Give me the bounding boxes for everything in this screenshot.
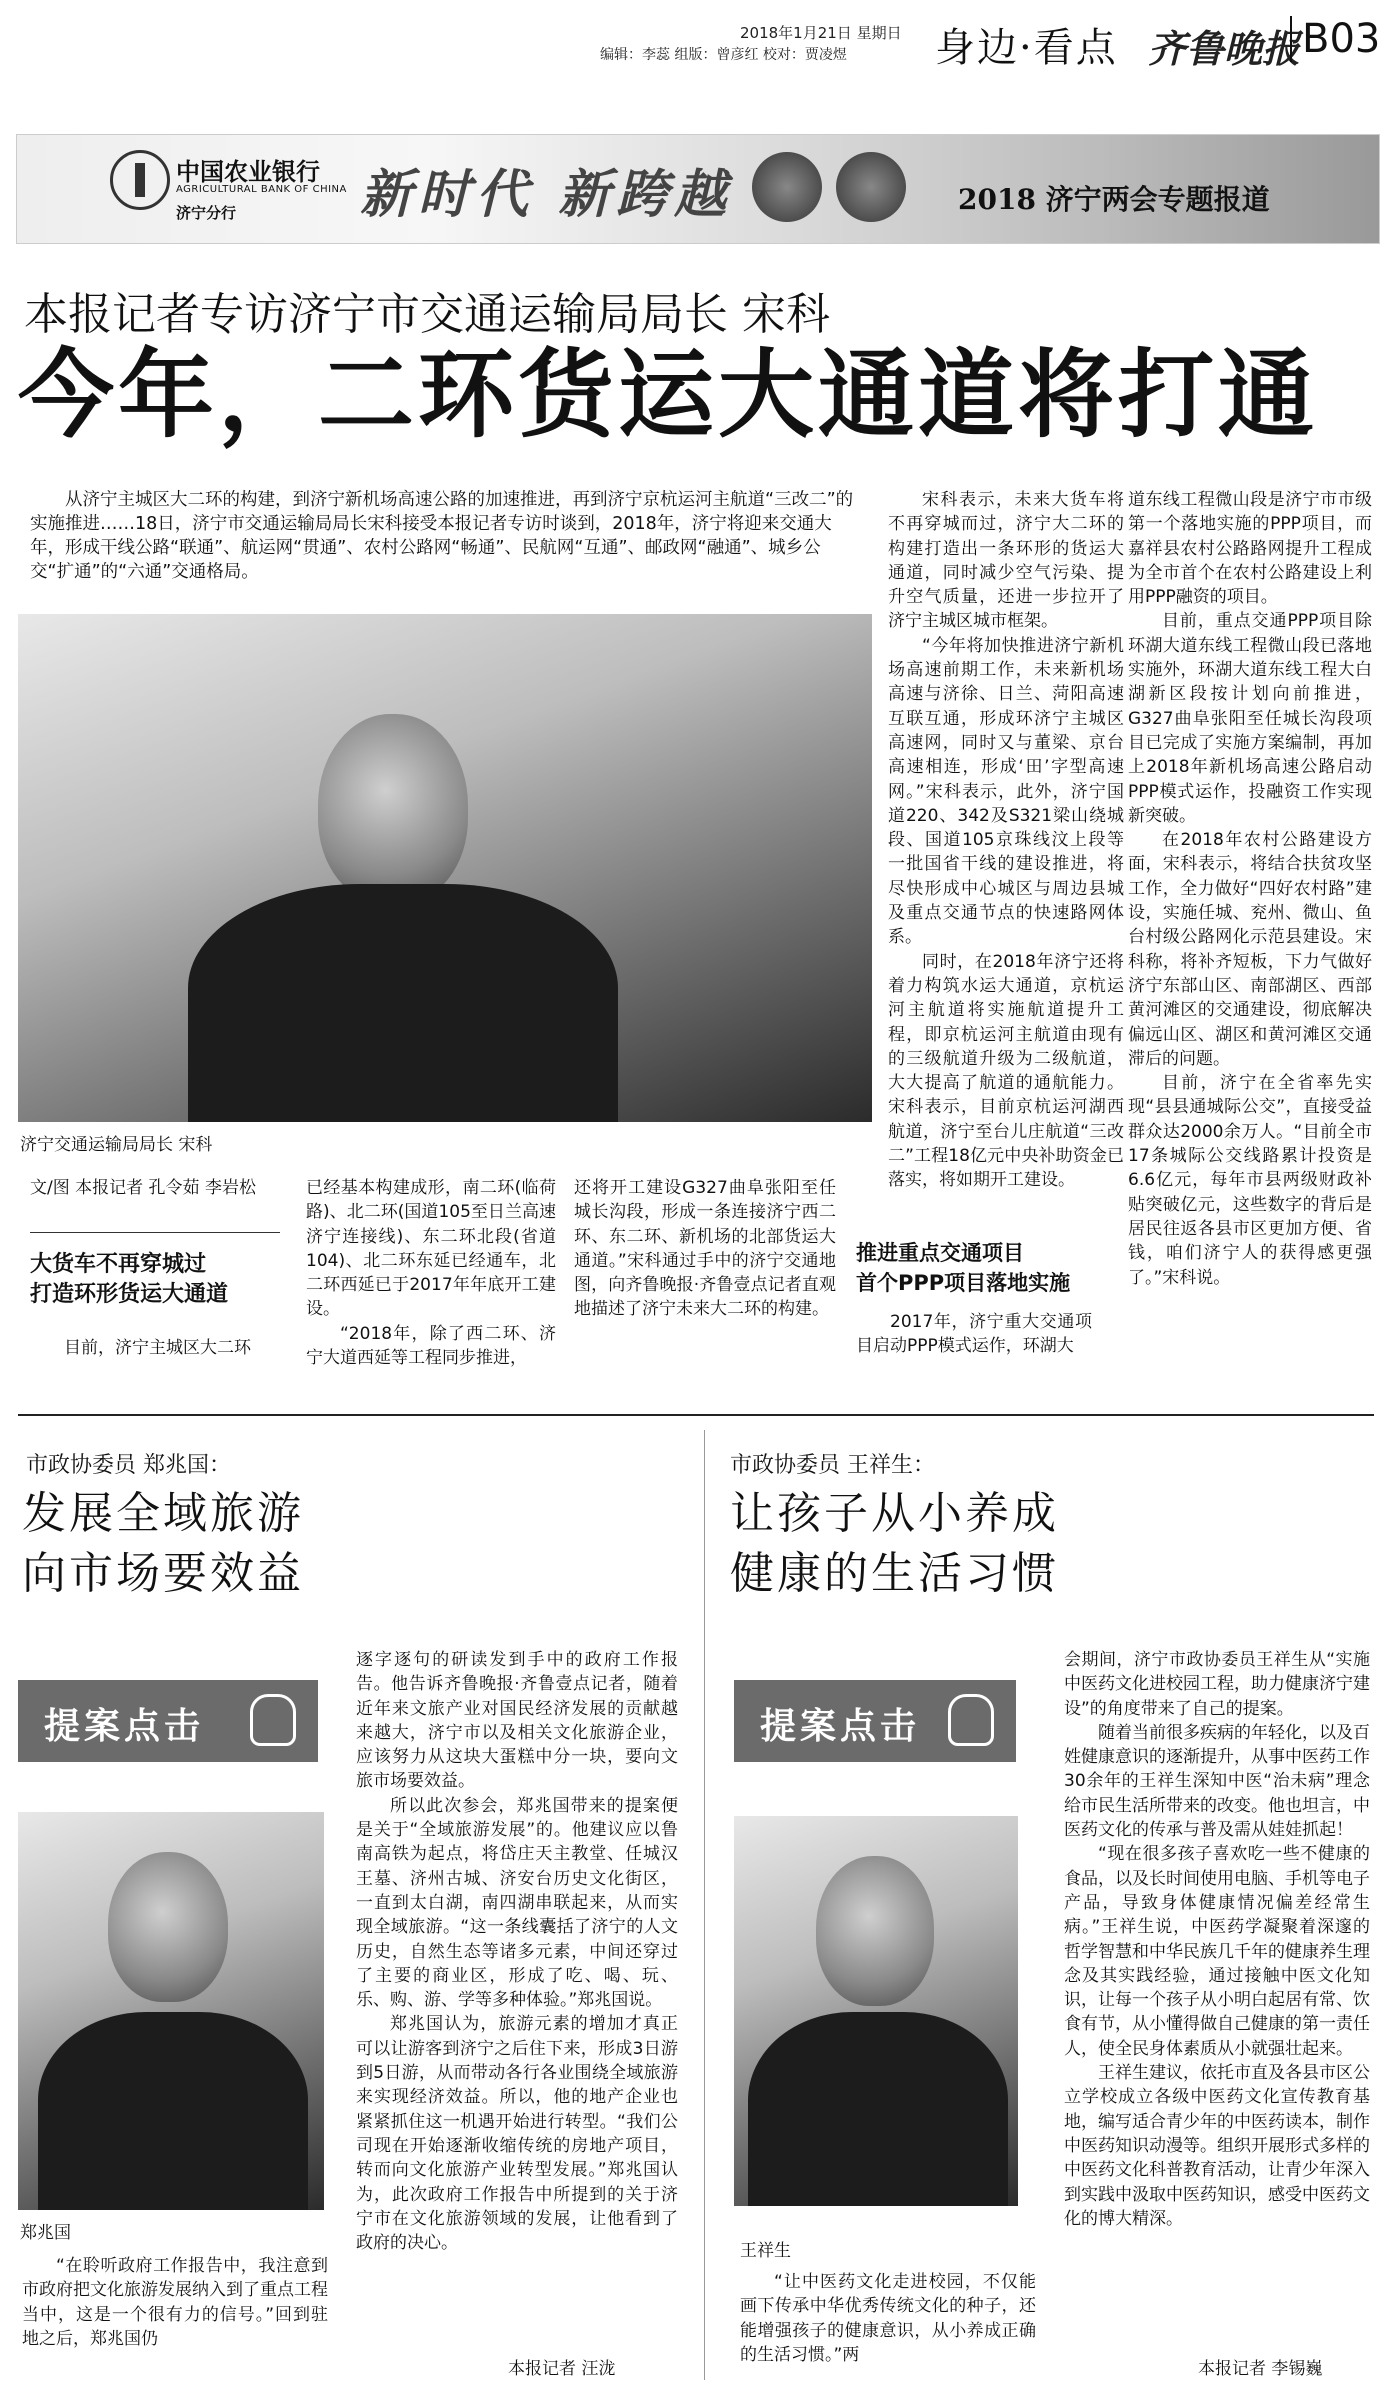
paragraph: 同时，在2018年济宁还将着力构筑水运大通道，京杭运河主航道将实施航道提升工程，即京杭运河主航道由现有的三级航道升级为二级航道，大大提高了航道的通航能力。宋科表示，目前京杭运河湖西航道，济宁至台儿庄航道“三改二”工程18亿元中央补助资金已落实，将如期开工建设。 <box>888 951 1124 1191</box>
article-column-1 <box>30 1336 280 1366</box>
article-photo <box>18 614 872 1122</box>
bank-branch: 济宁分行 <box>176 204 237 222</box>
paragraph: 目前，重点交通PPP项目除环湖大道东线工程微山段已落地实施外，环湖大道东线工程大白湖新区段按计划向前推进，G327曲阜张阳至任城长沟段项目已完成了实施方案编制，再加上2018年新机场高速公路启动PPP模式运作，投融资工作实现新突破。 <box>1128 611 1372 826</box>
right-story-title: 让孩子从小养成 健康的生活习惯 <box>730 1488 1059 1599</box>
article-column-4-tail <box>856 1310 1092 1386</box>
newspaper-logo: 齐鲁晚报 <box>1148 26 1301 71</box>
banner-slogan: 新时代 新跨越 <box>360 164 733 225</box>
left-story-author: 本报记者 汪泷 <box>508 2359 616 2379</box>
photo-subject-body <box>38 2012 308 2210</box>
left-photo-caption: 郑兆国 <box>20 2223 71 2243</box>
photo-caption: 济宁交通运输局局长 宋科 <box>20 1135 213 1155</box>
right-story-photo <box>734 1816 1018 2206</box>
photo-subject-body <box>748 2012 1008 2206</box>
edition-date: 2018年1月21日 星期日 <box>740 24 902 42</box>
paragraph: 目前，济宁在全省率先实现“县县通城际公交”，直接受益群众达2000余万人。“目前全市17条城际公交线路累计投资是6.6亿元，每年市县两级财政补贴突破亿元，这些数字的背后是居民往返各县市区更加方便、省钱，咱们济宁人的获得感更强了。”宋科说。 <box>1128 1073 1372 1288</box>
left-story-photo <box>18 1812 324 2210</box>
bank-name: 中国农业银行 <box>176 157 320 186</box>
proposal-tag-label: 提案点击 <box>760 1706 921 1747</box>
paragraph: 已经基本构建成形，南二环(临荷路)、北二环(国道105至日兰高速济宁连接线)、东二环北段(省道104)、北二环东延已经通车，北二环西延已于2017年年底开工建设。 <box>306 1178 556 1320</box>
edition-info <box>600 22 930 66</box>
paragraph: 2017年，济宁重大交通项目启动PPP模式运作，环湖大 <box>856 1312 1092 1357</box>
bank-logo-icon <box>110 150 170 210</box>
pointing-hand-icon <box>948 1694 994 1746</box>
left-proposal-tag <box>18 1680 318 1762</box>
right-story-column-2 <box>1064 1648 1370 2348</box>
paragraph: 随着当前很多疾病的年轻化，以及百姓健康意识的逐渐提升，从事中医药工作30余年的王祥生深知中医“治未病”理念给市民生活所带来的改变。他也坦言，中医药文化的传承与普及需从娃娃抓起！ <box>1064 1722 1370 1841</box>
left-story-title: 发展全域旅游 向市场要效益 <box>22 1488 304 1599</box>
article-lead: 从济宁主城区大二环的构建，到济宁新机场高速公路的加速推进，再到济宁京杭运河主航道“三改二”的实施推进……18日，济宁市交通运输局局长宋科接受本报记者专访时谈到，2018年，济宁将迎来交通大年，形成干线公路“联通”、航运网“贯通”、农村公路网“畅通”、民航网“互通”、邮政网“融通”、城乡公交“扩通”的“六通”交通格局。 <box>30 490 854 582</box>
paragraph: “2018年，除了西二环、济宁大道西延等工程同步推进， <box>306 1323 556 1369</box>
paragraph: 会期间，济宁市政协委员王祥生从“实施中医药文化进校园工程，助力健康济宁建设”的角度带来了自己的提案。 <box>1064 1650 1370 1719</box>
left-story-member: 市政协委员 郑兆国： <box>26 1453 231 1478</box>
paragraph: 道东线工程微山段是济宁市市级第一个落地实施的PPP项目，而嘉祥县农村公路路网提升工程成为全市首个在农村公路建设上利用PPP融资的项目。 <box>1128 490 1372 608</box>
banner-tag: 2018 济宁两会专题报道 <box>958 183 1270 216</box>
pointing-hand-icon <box>250 1694 296 1746</box>
edition-staff: 编辑：李蕊 组版：曾彦红 校对：贾凌煜 <box>600 47 847 63</box>
left-story-column-1 <box>22 2254 328 2384</box>
photo-subject-head <box>816 1856 934 2006</box>
article-column-5 <box>1128 488 1372 1388</box>
paragraph: 在2018年农村公路建设方面，宋科表示，将结合扶贫攻坚工作，全力做好“四好农村路”建设，实施任城、兖州、微山、鱼台村级公路网化示范县建设。宋科称，将补齐短板，下力气做好济宁东部山区、南部湖区、西部黄河滩区的交通建设，彻底解决偏远山区、湖区和黄河滩区交通滞后的问题。 <box>1128 830 1372 1069</box>
article-headline: 今年，二环货运大通道将打通 <box>18 339 1318 451</box>
section-divider <box>18 1414 1374 1416</box>
column-divider <box>704 1430 705 2380</box>
bank-name-english: AGRICULTURAL BANK OF CHINA <box>176 184 347 195</box>
right-story-column-1 <box>740 2270 1036 2380</box>
paragraph: 郑兆国认为，旅游元素的增加才真正可以让游客到济宁之后住下来，形成3日游到5日游，从而带动各行各业围绕全域旅游来实现经济效益。所以，他的地产企业也紧紧抓住这一机遇开始进行转型。“我们公司现在开始逐渐收缩传统的房地产项目，转而向文化旅游产业转型发展。”郑兆国认为，此次政府工作报告中所提到的关于济宁市在文化旅游领域的发展，让他看到了政府的决心。 <box>356 2014 678 2254</box>
article-kicker: 本报记者专访济宁市交通运输局局长 宋科 <box>24 289 830 340</box>
paragraph: 目前，济宁主城区大二环 <box>64 1338 251 1358</box>
article-column-3 <box>574 1176 836 1391</box>
section-name: 身边·看点 <box>935 25 1118 71</box>
article-column-4 <box>888 488 1124 1238</box>
paragraph: “今年将加快推进济宁新机场高速前期工作，未来新机场高速与济徐、日兰、菏阳高速互联互通，形成环济宁主城区高速网，同时又与董梁、京台高速相连，形成‘田’字型高速网。”宋科表示，此外，济宁国道220、342及S321梁山绕城段、国道105京珠线汶上段等一批国省干线的建设推进，将尽快形成中心城区与周边县城及重点交通节点的快速路网体系。 <box>888 635 1124 948</box>
byline-divider <box>30 1232 280 1233</box>
photo-subject-head <box>108 1852 228 2002</box>
right-story-member: 市政协委员 王祥生： <box>730 1453 935 1478</box>
paragraph: 所以此次参会，郑兆国带来的提案便是关于“全域旅游发展”的。他建议应以鲁南高铁为起点，将岱庄天主教堂、任城汉王墓、济州古城、济安台历史文化街区，一直到太白湖，南四湖串联起来，从而实现全域旅游。“这一条线囊括了济宁的人文历史，自然生态等诸多元素，中间还穿过了主要的商业区，形成了吃、喝、玩、乐、购、游、学等多种体验。”郑兆国说。 <box>356 1795 678 2011</box>
photo-subject-head <box>318 714 468 904</box>
cppcc-emblem-icon <box>836 152 906 222</box>
national-emblem-icon <box>752 152 822 222</box>
paragraph: “现在很多孩子喜欢吃一些不健康的食品，以及长时间使用电脑、手机等电子产品，导致身体健康情况偏差经常生病。”王祥生说，中医药学凝聚着深邃的哲学智慧和中华民族几千年的健康养生理念及其实践经验，通过接触中医文化知识，让每一个孩子从小明白起居有常、饮食有节，从小懂得做自己健康的第一责任人，使全民身体素质从小就强壮起来。 <box>1064 1844 1370 2059</box>
paragraph: “在聆听政府工作报告中，我注意到市政府把文化旅游发展纳入到了重点工程当中，这是一个很有力的信号。”回到驻地之后，郑兆国仍 <box>22 2256 328 2349</box>
article-byline: 文/图 本报记者 孔令茹 李岩松 <box>30 1178 256 1198</box>
proposal-tag-label: 提案点击 <box>44 1706 205 1747</box>
paragraph: 宋科表示，未来大货车将不再穿城而过，济宁大二环的构建打造出一条环形的货运大通道，同时减少空气污染、提升空气质量，还进一步拉开了济宁主城区城市框架。 <box>888 490 1124 632</box>
photo-subject-body <box>188 884 618 1122</box>
article-subhead-2: 推进重点交通项目 首个PPP项目落地实施 <box>856 1241 1071 1295</box>
article-subhead-1: 大货车不再穿城过 打造环形货运大通道 <box>30 1252 229 1307</box>
right-proposal-tag <box>734 1680 1016 1762</box>
left-story-column-2 <box>356 1648 678 2348</box>
paragraph: 王祥生建议，依托市直及各县市区公立学校成立各级中医药文化宣传教育基地，编写适合青少年的中医药读本，制作中医药知识动漫等。组织开展形式多样的中医药文化科普教育活动，让青少年深入到实践中汲取中医药知识，感受中医药文化的博大精深。 <box>1064 2063 1370 2229</box>
paragraph: 逐字逐句的研读发到手中的政府工作报告。他告诉齐鲁晚报·齐鲁壹点记者，随着近年来文旅产业对国民经济发展的贡献越来越大，济宁市以及相关文化旅游企业，应该努力从这块大蛋糕中分一块，要向文旅市场要效益。 <box>356 1650 678 1792</box>
right-story-author: 本报记者 李锡巍 <box>1198 2359 1323 2379</box>
article-column-2 <box>306 1176 556 1391</box>
right-photo-caption: 王祥生 <box>740 2241 791 2261</box>
page-number: B03 <box>1290 16 1380 62</box>
paragraph: 还将开工建设G327曲阜张阳至任城长沟段，形成一条连接济宁西二环、东二环、新机场的北部货运大通道。”宋科通过手中的济宁交通地图，向齐鲁晚报·齐鲁壹点记者直观地描述了济宁未来大二环的构建。 <box>574 1178 836 1320</box>
paragraph: “让中医药文化走进校园，不仅能画下传承中华优秀传统文化的种子，还能增强孩子的健康意识，从小养成正确的生活习惯。”两 <box>740 2272 1036 2365</box>
